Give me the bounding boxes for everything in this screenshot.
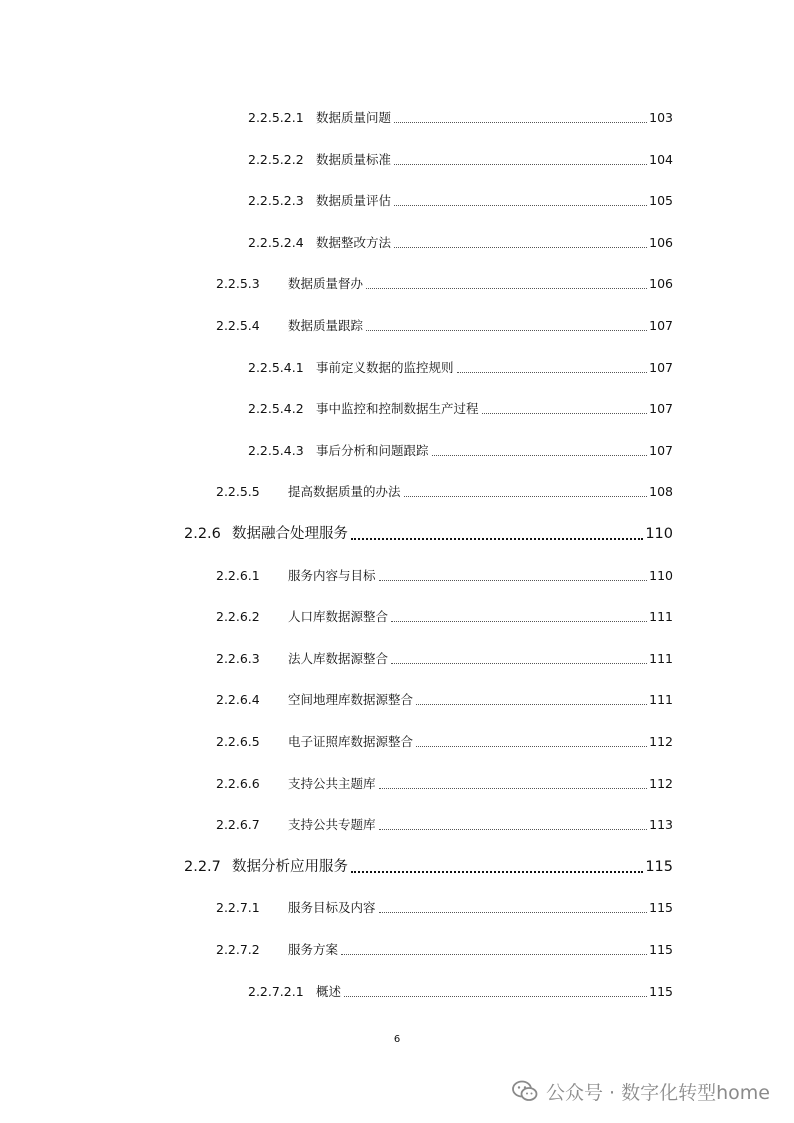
toc-entry-title: 支持公共专题库	[288, 817, 376, 833]
toc-entry-page: 107	[649, 318, 673, 333]
toc-entry-title: 事前定义数据的监控规则	[316, 359, 454, 375]
toc-entry-number: 2.2.5.2.1	[248, 110, 304, 125]
toc-entry-number: 2.2.7	[184, 858, 221, 875]
toc-dot-leader	[379, 911, 648, 913]
toc-entry-number: 2.2.6.5	[216, 734, 260, 749]
toc-entry-page: 110	[649, 567, 673, 583]
watermark	[512, 1076, 770, 1106]
toc-entry-number: 2.2.6	[184, 526, 221, 542]
toc-entry-title: 法人库数据源整合	[288, 650, 389, 666]
toc-entry-title: 数据质量跟踪	[288, 318, 364, 333]
toc-entry-page: 113	[649, 817, 673, 833]
toc-entry-title: 概述	[316, 983, 342, 999]
toc-entry-page: 111	[649, 609, 673, 625]
toc-entry-number: 2.2.6.7	[216, 817, 260, 833]
toc-entry[interactable]	[216, 481, 673, 503]
toc-entry[interactable]	[248, 981, 673, 1003]
toc-dot-leader	[391, 662, 647, 664]
toc-entry-page: 112	[649, 775, 673, 791]
toc-entry-page: 106	[649, 276, 673, 292]
toc-dot-leader	[379, 579, 648, 581]
toc-dot-leader	[482, 412, 648, 414]
toc-entry-page: 115	[649, 942, 673, 957]
toc-entry[interactable]	[248, 107, 673, 129]
toc-entry-number: 2.2.7.2.1	[248, 983, 304, 999]
toc-entry-number: 2.2.5.4.3	[248, 442, 304, 458]
toc-entry[interactable]	[248, 440, 673, 462]
toc-entry[interactable]	[216, 773, 673, 795]
toc-entry-number: 2.2.5.2.4	[248, 234, 304, 250]
toc-entry-title: 数据质量问题	[316, 110, 392, 125]
toc-entry[interactable]	[216, 565, 673, 587]
toc-entry-number: 2.2.5.2.3	[248, 193, 304, 209]
toc-entry-title: 数据融合处理服务	[232, 526, 348, 542]
toc-entry-page: 107	[649, 442, 673, 458]
toc-entry[interactable]	[184, 856, 673, 878]
toc-dot-leader	[404, 495, 648, 497]
toc-entry-number: 2.2.6.4	[216, 692, 260, 708]
toc-entry[interactable]	[248, 190, 673, 212]
toc-entry-title: 数据质量评估	[316, 193, 392, 209]
toc-entry-title: 支持公共主题库	[288, 775, 376, 791]
toc-entry-number: 2.2.5.4.2	[248, 401, 304, 417]
toc-entry-page: 115	[649, 900, 673, 916]
toc-entry-number: 2.2.6.2	[216, 609, 260, 625]
toc-entry[interactable]	[248, 398, 673, 420]
toc-entry-number: 2.2.6.3	[216, 650, 260, 666]
toc-dot-leader	[416, 745, 647, 747]
toc-entry-title: 服务内容与目标	[288, 567, 376, 583]
watermark-text: 公众号 · 数字化转型home	[546, 1081, 770, 1104]
toc-entry-title: 事后分析和问题跟踪	[316, 442, 429, 458]
toc-entry-number: 2.2.6.6	[216, 775, 260, 791]
toc-entry-title: 数据质量督办	[288, 276, 364, 292]
toc-entry-title: 人口库数据源整合	[288, 609, 389, 625]
toc-entry-title: 服务目标及内容	[288, 900, 376, 916]
toc-entry[interactable]	[184, 523, 673, 545]
toc-entry[interactable]	[216, 648, 673, 670]
toc-dot-leader	[394, 204, 647, 206]
wechat-icon	[512, 1080, 538, 1102]
toc-entry-number: 2.2.5.4	[216, 318, 260, 333]
toc-dot-leader	[379, 787, 648, 789]
toc-dot-leader	[394, 163, 647, 165]
toc-entry-page: 111	[649, 650, 673, 666]
toc-dot-leader	[394, 246, 647, 248]
toc-entry-number: 2.2.6.1	[216, 567, 260, 583]
toc-entry-page: 103	[649, 110, 673, 125]
toc-entry-number: 2.2.5.4.1	[248, 359, 304, 375]
toc-entry-title: 电子证照库数据源整合	[288, 734, 414, 749]
toc-entry-title: 空间地理库数据源整合	[288, 692, 414, 708]
toc-entry[interactable]	[216, 689, 673, 711]
toc-entry-title: 事中监控和控制数据生产过程	[316, 401, 479, 417]
toc-entry-number: 2.2.5.3	[216, 276, 260, 292]
toc-entry-title: 服务方案	[288, 942, 339, 957]
toc-entry-title: 数据分析应用服务	[232, 858, 348, 875]
toc-dot-leader	[344, 995, 647, 997]
toc-entry-title: 数据整改方法	[316, 234, 392, 250]
toc-entry-number: 2.2.5.5	[216, 484, 260, 500]
toc-dot-leader	[379, 828, 648, 830]
toc-entry-page: 106	[649, 234, 673, 250]
toc-entry[interactable]	[248, 357, 673, 379]
toc-entry[interactable]	[216, 273, 673, 295]
toc-dot-leader	[341, 953, 647, 955]
toc-entry-title: 提高数据质量的办法	[288, 484, 401, 500]
toc-entry[interactable]	[216, 606, 673, 628]
toc-entry-page: 104	[649, 151, 673, 167]
toc-dot-leader	[351, 870, 643, 873]
toc-entry-page: 107	[649, 401, 673, 417]
toc-dot-leader	[394, 121, 647, 123]
page-number: 6	[393, 1034, 401, 1045]
toc-entry[interactable]	[248, 232, 673, 254]
toc-dot-leader	[366, 329, 647, 331]
toc-entry[interactable]	[216, 814, 673, 836]
toc-entry[interactable]	[216, 731, 673, 753]
toc-entry-page: 108	[649, 484, 673, 500]
toc-entry-page: 115	[649, 983, 673, 999]
toc-entry-page: 110	[645, 526, 673, 542]
toc-dot-leader	[457, 371, 648, 373]
toc-entry[interactable]	[216, 897, 673, 919]
toc-entry[interactable]	[248, 149, 673, 171]
toc-dot-leader	[391, 620, 647, 622]
toc-entry-page: 107	[649, 359, 673, 375]
toc-dot-leader	[366, 287, 647, 289]
toc-entry-number: 2.2.7.1	[216, 900, 260, 916]
toc-dot-leader	[351, 537, 643, 540]
toc-dot-leader	[416, 703, 647, 705]
toc-entry[interactable]	[216, 315, 673, 337]
toc-entry-page: 111	[649, 692, 673, 708]
toc-entry-page: 105	[649, 193, 673, 209]
toc-entry-number: 2.2.5.2.2	[248, 151, 304, 167]
toc-entry[interactable]	[216, 939, 673, 961]
toc-entry-page: 112	[649, 734, 673, 749]
toc-entry-title: 数据质量标准	[316, 151, 392, 167]
toc-dot-leader	[432, 454, 648, 456]
toc-entry-number: 2.2.7.2	[216, 942, 260, 957]
toc-entry-page: 115	[645, 858, 673, 875]
